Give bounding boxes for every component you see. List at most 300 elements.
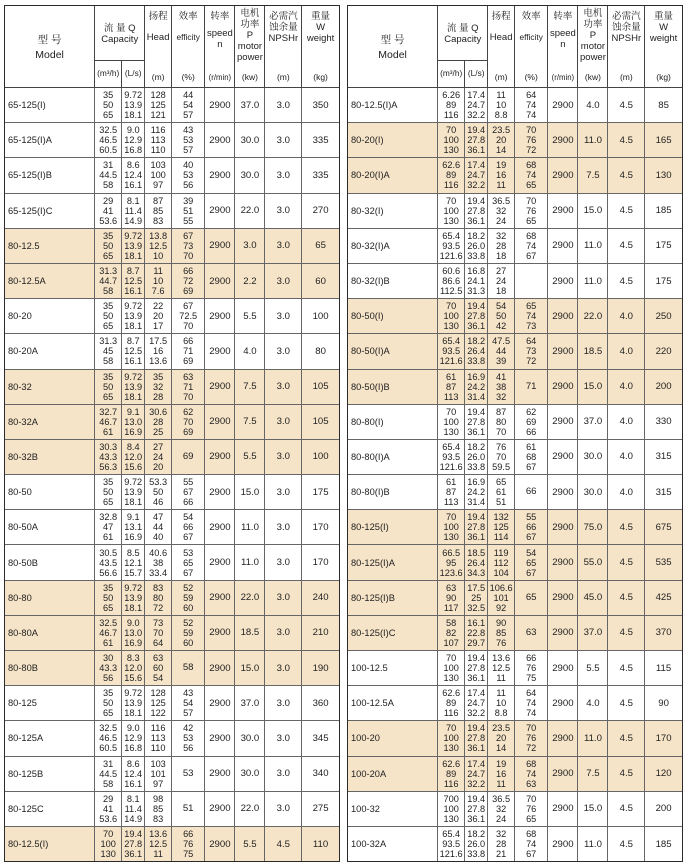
capacity-ls-value: 19.4 <box>467 653 486 664</box>
capacity-m3h <box>95 651 122 685</box>
capacity-m3h-value: 100 <box>443 205 459 216</box>
capacity-m3h <box>95 370 122 404</box>
head-cell-value: 65 <box>496 477 507 488</box>
capacity-m3h-value: 107 <box>443 637 459 648</box>
weight-cell: 535 <box>655 557 672 569</box>
capacity-ls-value: 24.7 <box>467 100 486 111</box>
head-cell-value: 76 <box>496 441 507 452</box>
table-row <box>348 510 682 545</box>
head-cell-value: 32 <box>496 230 507 241</box>
capacity-m3h <box>438 299 465 333</box>
capacity-m3h-value: 100 <box>443 803 459 814</box>
efficiency-cell-value: 67 <box>183 230 194 241</box>
capacity-cell <box>438 370 488 404</box>
weight-cell: 185 <box>655 205 672 217</box>
efficiency-cell <box>515 299 548 333</box>
weight-cell: 315 <box>655 486 672 498</box>
capacity-ls-value: 18.2 <box>467 230 486 241</box>
head-cell-value: 104 <box>493 567 509 578</box>
head-cell-value: 14 <box>496 743 507 754</box>
power-cell: 5.5 <box>235 827 265 861</box>
head-cell-value: 70 <box>496 451 507 462</box>
efficiency-cell-value: 69 <box>183 356 194 367</box>
weight-cell: 220 <box>655 345 672 357</box>
efficiency-cell-value: 72 <box>183 276 194 287</box>
head-cell <box>145 792 172 826</box>
capacity-ls-value: 13.1 <box>124 522 143 533</box>
weight-cell: 175 <box>312 486 329 498</box>
head-cell-value: 97 <box>153 180 164 191</box>
header-flow-unit-ls: (L/s) <box>467 68 485 79</box>
capacity-m3h-value: 700 <box>443 793 459 804</box>
efficiency-cell: 51 <box>172 792 205 826</box>
model-cell: 80-32A <box>5 405 95 439</box>
power-cell: 30.0 <box>235 757 265 791</box>
table-row <box>5 475 339 510</box>
power-cell: 7.5 <box>235 405 265 439</box>
capacity-m3h-value: 58 <box>103 286 114 297</box>
speed-cell: 2900 <box>548 405 578 439</box>
table-row <box>5 123 339 158</box>
weight-cell: 335 <box>312 169 329 181</box>
capacity-m3h <box>95 510 122 544</box>
power-cell: 3.0 <box>235 229 265 263</box>
weight-cell: 350 <box>312 99 329 111</box>
table-row <box>5 229 339 264</box>
header-power-en2: motor <box>237 40 263 52</box>
speed-cell: 2900 <box>548 88 578 122</box>
head-cell-value: 22 <box>153 301 164 312</box>
power-cell: 30.0 <box>235 123 265 157</box>
capacity-m3h <box>95 545 122 579</box>
capacity-ls-value: 16.1 <box>124 778 143 789</box>
capacity-m3h-value: 121.6 <box>439 461 463 472</box>
capacity-cell <box>438 229 488 263</box>
efficiency-cell-value: 70 <box>526 195 537 206</box>
efficiency-cell-value: 57 <box>183 110 194 121</box>
table-row <box>348 88 682 123</box>
capacity-m3h <box>438 123 465 157</box>
head-cell-value: 80 <box>496 416 507 427</box>
capacity-ls-value: 17.4 <box>467 160 486 171</box>
efficiency-cell-value: 76 <box>183 839 194 850</box>
capacity-m3h-value: 130 <box>100 849 116 860</box>
capacity-m3h <box>438 827 465 861</box>
capacity-ls-value: 13.9 <box>124 100 143 111</box>
header-weight-unit: (kg) <box>656 72 671 83</box>
head-cell <box>488 405 515 439</box>
weight-cell: 100 <box>312 310 329 322</box>
head-cell-value: 72 <box>153 602 164 613</box>
table-row <box>348 827 682 861</box>
table-row <box>348 229 682 264</box>
capacity-m3h-value: 130 <box>443 426 459 437</box>
efficiency-cell-value: 52 <box>183 617 194 628</box>
head-cell-value: 27 <box>496 266 507 277</box>
efficiency-cell-value: 70 <box>183 250 194 261</box>
capacity-m3h-value: 44.5 <box>99 170 118 181</box>
capacity-cell <box>95 616 145 650</box>
capacity-ls-value: 27.8 <box>467 135 486 146</box>
model-cell: 80-32B <box>5 440 95 474</box>
table-row <box>348 581 682 616</box>
table-row <box>5 299 339 334</box>
speed-cell: 2900 <box>205 88 235 122</box>
head-cell-value: 20 <box>153 311 164 322</box>
model-cell: 80-32 <box>5 370 95 404</box>
power-cell: 75.0 <box>578 510 608 544</box>
npsh-cell: 4.5 <box>608 229 645 263</box>
npsh-cell: 3.0 <box>265 158 302 192</box>
table-row <box>348 334 682 369</box>
capacity-ls-value: 18.1 <box>124 321 143 332</box>
head-cell-value: 47 <box>153 512 164 523</box>
speed-cell: 2900 <box>548 545 578 579</box>
table-row <box>348 299 682 334</box>
capacity-ls-value: 27.8 <box>124 839 143 850</box>
capacity-m3h-value: 65.4 <box>442 441 461 452</box>
efficiency-cell-value: 67 <box>183 487 194 498</box>
table-row <box>348 721 682 756</box>
capacity-m3h <box>438 334 465 368</box>
npsh-cell: 3.0 <box>265 370 302 404</box>
efficiency-cell-value: 68 <box>526 230 537 241</box>
capacity-m3h <box>438 616 465 650</box>
efficiency-cell-value: 66 <box>183 336 194 347</box>
efficiency-cell <box>172 581 205 615</box>
head-cell-value: 47.5 <box>492 336 511 347</box>
capacity-m3h-value: 60.6 <box>442 266 461 277</box>
head-cell-value: 28 <box>153 416 164 427</box>
capacity-ls-value: 24.7 <box>467 170 486 181</box>
head-cell-value: 32 <box>496 205 507 216</box>
capacity-m3h-value: 29 <box>103 793 114 804</box>
npsh-cell: 4.5 <box>608 757 645 791</box>
head-cell-value: 11 <box>153 849 163 860</box>
weight-cell: 345 <box>312 732 329 744</box>
capacity-ls-value: 27.8 <box>467 522 486 533</box>
speed-cell: 2900 <box>548 475 578 509</box>
capacity-ls-value: 13.0 <box>124 627 143 638</box>
header-npsh-cn2: 蚀余量 <box>612 21 641 33</box>
speed-cell: 2900 <box>548 757 578 791</box>
power-cell: 30.0 <box>578 475 608 509</box>
capacity-ls-value: 9.72 <box>124 371 143 382</box>
speed-cell: 2900 <box>205 616 235 650</box>
head-cell-value: 85 <box>153 205 164 216</box>
header-npsh-cn2: 蚀余量 <box>269 21 298 33</box>
capacity-m3h <box>95 475 122 509</box>
npsh-cell: 4.0 <box>608 475 645 509</box>
capacity-m3h-value: 56 <box>103 673 114 684</box>
header-weight-unit: (kg) <box>313 72 328 83</box>
weight-cell: 190 <box>312 662 329 674</box>
capacity-m3h-value: 47 <box>103 522 114 533</box>
power-cell: 45.0 <box>578 581 608 615</box>
header-npsh-unit: (m) <box>276 72 290 83</box>
head-cell <box>488 194 515 228</box>
header-weight-en2: weight <box>649 32 678 44</box>
head-cell <box>145 510 172 544</box>
speed-cell: 2900 <box>205 510 235 544</box>
head-cell-value: 92 <box>496 602 507 613</box>
capacity-m3h-value: 35 <box>103 301 114 312</box>
efficiency-cell-value: 70 <box>183 321 194 332</box>
head-cell-value: 128 <box>150 90 166 101</box>
speed-cell: 2900 <box>205 264 235 298</box>
efficiency-cell-value: 55 <box>526 512 537 523</box>
model-cell: 80-125B <box>5 757 95 791</box>
head-cell-value: 12.5 <box>149 240 168 251</box>
capacity-m3h-value: 61 <box>103 532 114 543</box>
weight-cell: 275 <box>312 803 329 815</box>
capacity-m3h-value: 130 <box>443 532 459 543</box>
weight-cell: 170 <box>312 557 329 569</box>
weight-cell: 240 <box>312 592 329 604</box>
capacity-m3h-value: 31 <box>103 160 114 171</box>
head-cell-value: 110 <box>150 145 166 156</box>
efficiency-cell-value: 72 <box>526 743 537 754</box>
capacity-m3h <box>438 88 465 122</box>
head-cell-value: 7.6 <box>151 286 165 297</box>
capacity-m3h <box>95 616 122 650</box>
capacity-ls <box>122 370 144 404</box>
efficiency-cell-value: 74 <box>526 110 537 121</box>
capacity-ls-value: 8.5 <box>126 547 140 558</box>
capacity-ls-value: 8.4 <box>126 441 140 452</box>
head-cell <box>488 158 515 192</box>
table-header <box>5 6 339 88</box>
capacity-cell <box>438 405 488 439</box>
capacity-m3h <box>95 123 122 157</box>
header-flow-cn: 流 量 Q <box>103 23 136 35</box>
npsh-cell: 3.0 <box>265 616 302 650</box>
capacity-ls-value: 12.9 <box>124 733 143 744</box>
efficiency-cell-value: 70 <box>526 793 537 804</box>
capacity-ls <box>465 510 487 544</box>
head-cell-value: 36.5 <box>492 195 511 206</box>
speed-cell: 2900 <box>205 229 235 263</box>
power-cell: 37.0 <box>578 405 608 439</box>
header-speed <box>548 6 578 87</box>
head-cell <box>488 229 515 263</box>
header-npsh <box>608 6 645 87</box>
model-cell: 80-125(I) <box>348 510 438 544</box>
efficiency-cell-value: 59 <box>183 627 194 638</box>
speed-cell: 2900 <box>205 757 235 791</box>
capacity-ls-value: 8.1 <box>126 793 140 804</box>
efficiency-cell-value: 66 <box>526 522 537 533</box>
capacity-m3h-value: 130 <box>443 743 459 754</box>
model-cell: 100-32A <box>348 827 438 861</box>
capacity-ls <box>465 757 487 791</box>
power-cell: 15.0 <box>235 651 265 685</box>
model-cell: 65-125(I)B <box>5 158 95 192</box>
table-body <box>5 88 339 861</box>
capacity-ls-value: 18.1 <box>124 110 143 121</box>
capacity-ls-value: 16.1 <box>124 286 143 297</box>
model-cell: 80-80B <box>5 651 95 685</box>
capacity-m3h-value: 50 <box>103 240 114 251</box>
efficiency-cell <box>172 545 205 579</box>
table-row <box>5 651 339 686</box>
efficiency-cell: 69 <box>172 440 205 474</box>
capacity-ls-value: 36.1 <box>467 426 486 437</box>
efficiency-cell-value: 64 <box>526 90 537 101</box>
head-cell-value: 16 <box>153 346 164 357</box>
capacity-m3h-value: 60.5 <box>99 145 118 156</box>
capacity-cell <box>438 686 488 720</box>
capacity-ls <box>465 545 487 579</box>
npsh-cell: 4.0 <box>608 370 645 404</box>
capacity-m3h-value: 50 <box>103 311 114 322</box>
capacity-ls <box>465 475 487 509</box>
capacity-ls <box>122 827 144 861</box>
capacity-m3h-value: 50 <box>103 381 114 392</box>
header-power-cn2: 功率 <box>583 18 603 30</box>
speed-cell: 2900 <box>205 405 235 439</box>
efficiency-cell-value: 66 <box>183 829 194 840</box>
model-cell: 80-125 <box>5 686 95 720</box>
efficiency-cell-value: 73 <box>183 240 194 251</box>
header-power-en3: power <box>237 51 263 63</box>
speed-cell: 2900 <box>205 545 235 579</box>
header-model <box>5 6 95 87</box>
model-cell: 80-12.5(I) <box>5 827 95 861</box>
header-power-cn1: 电机 <box>240 8 260 19</box>
capacity-ls-value: 9.0 <box>126 125 140 136</box>
capacity-m3h <box>95 440 122 474</box>
efficiency-cell-value: 69 <box>526 416 537 427</box>
header-weight <box>302 6 339 87</box>
efficiency-cell-value: 71 <box>183 381 194 392</box>
head-cell-value: 11 <box>496 673 506 684</box>
npsh-cell: 4.5 <box>608 264 645 298</box>
capacity-m3h <box>438 581 465 615</box>
head-cell-value: 12.5 <box>492 663 511 674</box>
header-weight-en1: W <box>659 21 669 33</box>
weight-cell: 90 <box>658 697 669 709</box>
efficiency-cell-value: 63 <box>526 778 537 789</box>
efficiency-cell <box>172 405 205 439</box>
head-cell-value: 13.6 <box>149 829 168 840</box>
capacity-ls-value: 36.1 <box>467 813 486 824</box>
capacity-m3h <box>438 158 465 192</box>
capacity-m3h-value: 61 <box>103 426 114 437</box>
table-row <box>348 264 682 299</box>
capacity-m3h-value: 65.4 <box>442 336 461 347</box>
capacity-cell <box>438 510 488 544</box>
capacity-ls-value: 33.8 <box>467 250 486 261</box>
npsh-cell: 3.0 <box>265 792 302 826</box>
capacity-ls-value: 25 <box>471 592 482 603</box>
head-cell-value: 28 <box>496 839 507 850</box>
head-cell-value: 11 <box>153 266 163 277</box>
speed-cell: 2900 <box>548 264 578 298</box>
head-cell-value: 24 <box>496 215 507 226</box>
capacity-cell <box>438 440 488 474</box>
head-cell-value: 16 <box>496 768 507 779</box>
capacity-ls-value: 12.5 <box>124 276 143 287</box>
power-cell: 30.0 <box>578 440 608 474</box>
efficiency-cell <box>172 510 205 544</box>
efficiency-cell-value: 67 <box>183 532 194 543</box>
header-power-en3: power <box>580 51 606 63</box>
capacity-m3h-value: 61 <box>446 477 457 488</box>
capacity-cell <box>95 264 145 298</box>
header-npsh-unit: (m) <box>619 72 633 83</box>
head-cell-value: 103 <box>150 758 166 769</box>
efficiency-cell-value: 76 <box>526 135 537 146</box>
capacity-m3h <box>95 827 122 861</box>
capacity-ls-value: 15.6 <box>124 461 143 472</box>
model-cell: 80-50(I)A <box>348 334 438 368</box>
capacity-m3h-value: 87 <box>446 381 457 392</box>
capacity-ls-value: 12.0 <box>124 451 143 462</box>
head-cell-value: 17.5 <box>149 336 168 347</box>
head-cell <box>145 123 172 157</box>
capacity-ls-value: 33.8 <box>467 849 486 860</box>
speed-cell: 2900 <box>548 581 578 615</box>
head-cell-value: 73 <box>153 617 164 628</box>
capacity-m3h-value: 32.5 <box>99 723 118 734</box>
head-cell-value: 24 <box>496 276 507 287</box>
npsh-cell: 3.0 <box>265 264 302 298</box>
power-cell: 18.5 <box>235 616 265 650</box>
capacity-ls-value: 8.1 <box>126 195 140 206</box>
header-eff-unit: (%) <box>524 72 538 83</box>
capacity-m3h-value: 65 <box>103 321 114 332</box>
capacity-ls-value: 18.1 <box>124 708 143 719</box>
capacity-m3h-value: 35 <box>103 371 114 382</box>
capacity-cell <box>95 792 145 826</box>
capacity-ls-value: 19.4 <box>467 793 486 804</box>
model-cell: 80-50B <box>5 545 95 579</box>
head-cell-value: 50 <box>153 487 164 498</box>
capacity-ls-value: 22.8 <box>467 627 486 638</box>
header-model-en: Model <box>378 49 407 61</box>
capacity-cell <box>95 405 145 439</box>
capacity-ls-value: 16.9 <box>124 637 143 648</box>
head-cell-value: 54 <box>153 673 164 684</box>
capacity-m3h-value: 62.6 <box>442 758 461 769</box>
capacity-m3h <box>438 229 465 263</box>
capacity-ls <box>122 264 144 298</box>
head-cell-value: 38 <box>496 381 507 392</box>
capacity-ls-value: 13.9 <box>124 381 143 392</box>
efficiency-cell-value: 76 <box>526 205 537 216</box>
head-cell <box>145 194 172 228</box>
head-cell-value: 70 <box>153 627 164 638</box>
capacity-ls <box>122 334 144 368</box>
efficiency-cell: 53 <box>172 757 205 791</box>
capacity-m3h-value: 117 <box>443 602 459 613</box>
power-cell: 30.0 <box>235 158 265 192</box>
npsh-cell: 3.0 <box>265 510 302 544</box>
capacity-m3h-value: 113 <box>443 497 459 508</box>
efficiency-cell-value: 40 <box>183 160 194 171</box>
npsh-cell: 3.0 <box>265 194 302 228</box>
capacity-m3h-value: 46.7 <box>99 627 118 638</box>
capacity-m3h-value: 93.5 <box>442 240 461 251</box>
head-cell <box>145 827 172 861</box>
header-head-cn: 扬程 <box>148 11 168 22</box>
capacity-cell <box>438 334 488 368</box>
header-speed-unit: (r/min) <box>551 73 575 83</box>
capacity-m3h-value: 65 <box>103 250 114 261</box>
efficiency-cell-value: 70 <box>183 416 194 427</box>
head-cell <box>145 334 172 368</box>
